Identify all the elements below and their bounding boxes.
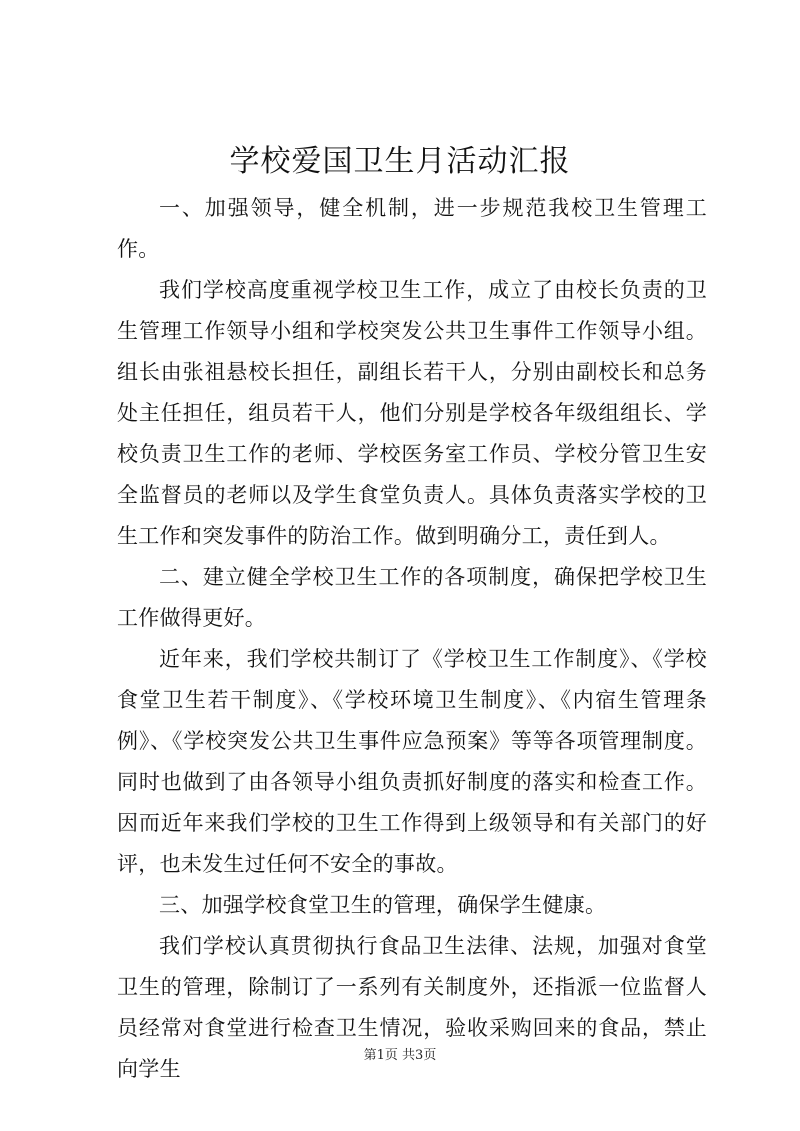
paragraph-regulations: 近年来，我们学校共制订了《学校卫生工作制度》、《学校食堂卫生若干制度》、《学校环境卫生制度》、《内宿生管理条例》、《学校突发公共卫生事件应急预案》等等各项管理制度。同时也做到了由各领导小组负责抓好制度的落实和检查工作。因而近年来我们学校的卫生工作得到上级领导和有关部门的好评，也未发生过任何不安全的事故。 (117, 647, 707, 876)
section-heading-1: 一、加强领导，健全机制，进一步规范我校卫生管理工作。 (117, 196, 707, 261)
paragraph-canteen: 我们学校认真贯彻执行食品卫生法律、法规，加强对食堂卫生的管理，除制订了一系列有关制度外，还指派一位监督人员经常对食堂进行检查卫生情况，验收采购回来的食品，禁止向学生 (117, 934, 707, 1081)
paragraph-leadership: 我们学校高度重视学校卫生工作，成立了由校长负责的卫生管理工作领导小组和学校突发公共卫生事件工作领导小组。组长由张祖悬校长担任，副组长若干人，分别由副校长和总务处主任担任，组员若干人，他们分别是学校各年级组组长、学校负责卫生工作的老师、学校医务室工作员、学校分管卫生安全监督员的老师以及学生食堂负责人。具体负责落实学校的卫生工作和突发事件的防治工作。做到明确分工，责任到人。 (117, 278, 707, 548)
section-heading-2: 二、建立健全学校卫生工作的各项制度，确保把学校卫生工作做得更好。 (117, 565, 707, 630)
section-heading-3: 三、加强学校食堂卫生的管理，确保学生健康。 (159, 893, 607, 917)
document-body (117, 188, 707, 1090)
document-title: 学校爱国卫生月活动汇报 (229, 144, 571, 179)
page-number: 第1页 共3页 (363, 1048, 437, 1063)
